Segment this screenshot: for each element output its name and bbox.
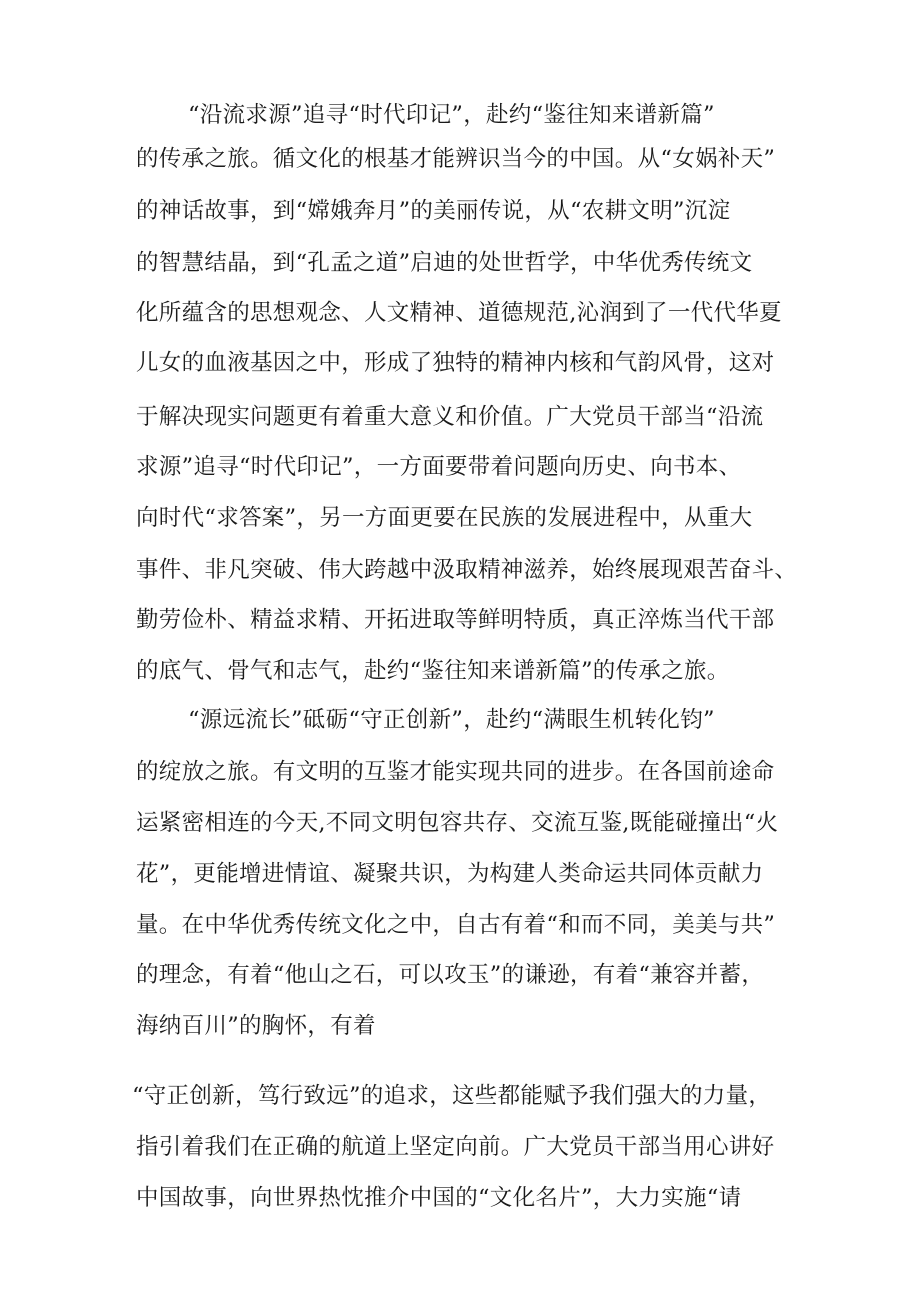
text-line: 事件、非凡突破、伟大跨越中汲取精神滋养，始终展现艰苦奋斗、 [136,557,798,583]
text-line: 儿女的血液基因之中，形成了独特的精神内核和气韵风骨，这对 [136,350,775,376]
text-line: “守正创新，笃行致远”的追求，这些都能赋予我们强大的力量， [132,1083,772,1109]
text-line: 的智慧结晶，到“孔孟之道”启迪的处世哲学，中华优秀传统文 [136,250,753,276]
text-line: 求源”追寻“时代印记”，一方面要带着问题向历史、向书本、 [136,454,742,480]
text-line: 花”，更能增进情谊、凝聚共识，为构建人类命运共同体贡献力 [136,861,764,887]
text-line: 化所蕴含的思想观念、人文精神、道德规范,沁润到了一代代华夏 [136,300,782,326]
text-line: 于解决现实问题更有着重大意义和价值。广大党员干部当“沿流 [136,404,764,430]
text-line: 中国故事，向世界热忱推介中国的“文化名片”，大力实施“请 [136,1185,742,1211]
text-line: 的底气、骨气和志气，赴约“鉴往知来谱新篇”的传承之旅。 [136,658,730,684]
text-line: 的传承之旅。循文化的根基才能辨识当今的中国。从“女娲补天” [136,146,776,172]
text-line: 的神话故事，到“嫦娥奔月”的美丽传说，从“农耕文明”沉淀 [136,198,731,224]
text-line: “源远流长”砥砺“守正创新”，赴约“满眼生机转化钧” [188,707,715,733]
text-line: 的理念，有着“他山之石，可以攻玉”的谦逊，有着“兼容并蓄， [136,962,765,988]
text-line: 的绽放之旅。有文明的互鉴才能实现共同的进步。在各国前途命 [136,759,775,785]
text-line: 指引着我们在正确的航道上坚定向前。广大党员干部当用心讲好 [136,1134,775,1160]
text-line: 海纳百川”的胸怀，有着 [136,1013,376,1039]
text-line: “沿流求源”追寻“时代印记”，赴约“鉴往知来谱新篇” [188,102,715,128]
text-line: 向时代“求答案”，另一方面更要在民族的发展进程中，从重大 [136,505,753,531]
text-line: 量。在中华优秀传统文化之中，自古有着“和而不同，美美与共” [136,912,776,938]
text-line: 运紧密相连的今天,不同文明包容共存、交流互鉴,既能碰撞出“火 [136,810,779,836]
text-line: 勤劳俭朴、精益求精、开拓进取等鲜明特质，真正淬炼当代干部 [136,607,775,633]
